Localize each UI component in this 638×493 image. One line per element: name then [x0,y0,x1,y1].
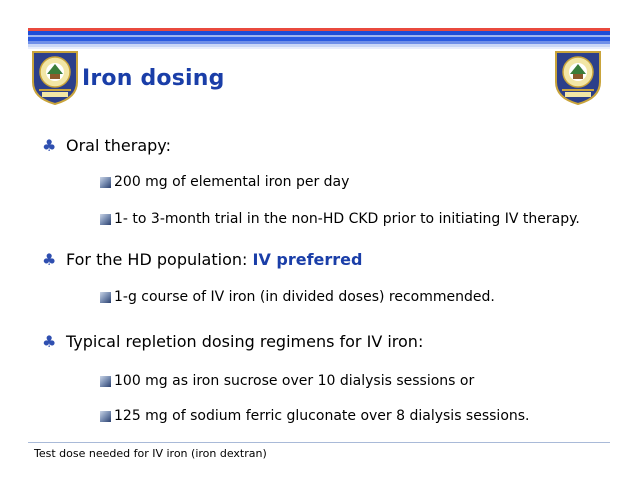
sub-bullet [100,289,495,305]
sub-bullet-text: 100 mg as iron sucrose over 10 dialysis sessions or [114,373,475,389]
bullet-text: Oral therapy: [66,136,171,155]
square-bullet-icon [100,214,111,225]
square-bullet-icon [100,292,111,303]
sub-bullet-text: 1- to 3-month trial in the non-HD CKD prior to initiating IV therapy. [114,211,580,227]
sub-bullet [100,174,349,190]
bullet-text: Typical repletion dosing regimens for IV iron: [66,332,424,351]
club-icon: ♣ [42,136,57,155]
club-icon: ♣ [42,332,57,351]
sub-bullet-text: 1-g course of IV iron (in divided doses) recommended. [114,289,495,305]
slide-title: Iron dosing [82,66,225,91]
square-bullet-icon [100,376,111,387]
square-bullet-icon [100,177,111,188]
square-bullet-icon [100,411,111,422]
bullet-oral-therapy [42,136,171,155]
sub-bullet-text: 125 mg of sodium ferric gluconate over 8 dialysis sessions. [114,408,530,424]
bullet-repletion-regimens [42,332,423,351]
club-icon: ♣ [42,250,57,269]
bullet-text-lead: For the HD population: [66,250,253,269]
footer-divider [28,442,610,443]
footer-note: Test dose needed for IV iron (iron dextran) [34,447,267,460]
bullet-text [66,250,362,269]
sub-bullet [100,373,474,389]
emphasis-text: IV preferred [252,250,363,269]
header-stripes [28,28,610,50]
university-crest-icon [553,48,603,106]
sub-bullet-text: 200 mg of elemental iron per day [114,174,350,190]
sub-bullet [100,211,580,227]
bullet-hd-population [42,250,362,269]
university-crest-icon [30,48,80,106]
sub-bullet [100,408,530,424]
